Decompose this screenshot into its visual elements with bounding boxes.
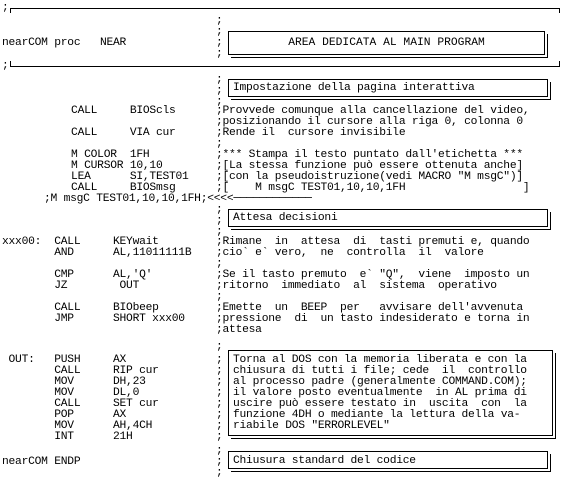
comment-line: ;[con la pseudoistruzione(vedi MACRO "M msgC")] (216, 171, 523, 183)
section-title-impostazione: Impostazione della pagina interattiva (233, 82, 475, 94)
semicolon-mark: ; (216, 96, 223, 108)
comment-line: ;attesa (216, 324, 262, 336)
code-line: CALL BIOScls (58, 105, 176, 117)
semicolon-mark: ; (216, 341, 223, 353)
semicolon-mark: ; (216, 456, 223, 468)
semicolon-mark: ; (216, 365, 223, 377)
comment-line: ;cio` e` vero, ne controlla il valore (216, 247, 484, 259)
code-line: M CURSOR 10,10 (58, 160, 163, 172)
semicolon-mark: ; (216, 398, 223, 410)
code-line: MOV DH,23 (2, 376, 146, 388)
semicolon-mark: ; (216, 467, 223, 479)
semicolon-mark: ; (216, 431, 223, 443)
code-line: LEA SI,TEST01 (58, 171, 189, 183)
comment-line: ;pressione di un tasto indesiderato e torna in (216, 313, 530, 325)
semicolon-mark: ; (216, 291, 223, 303)
semicolon-mark: ; (216, 15, 223, 27)
bottom-rule (10, 66, 560, 67)
comment-line: il valore posto eventualmente in AL prima di (233, 387, 527, 399)
comment-line: ;Rende il cursore invisibile (216, 127, 406, 139)
comment-line: ;Se il tasto premuto e` "Q", viene imposto un (216, 269, 530, 281)
comment-line: funzione 4DH o mediante la lettura della va- (233, 409, 521, 421)
section-title-attesa: Attesa decisioni (233, 212, 338, 224)
comment-line: ;ritorno immediato al sistema operativo (216, 280, 497, 292)
comment-line: ;Rimane in attesa di tasti premuti e, quando (216, 236, 530, 248)
semicolon-mark: ; (216, 74, 223, 86)
comment-line: chiusura di tutti i file; cede il controllo (233, 365, 527, 377)
macro-line: ;M msgC TEST01,10,10,1FH;<<<<──────────── (44, 193, 312, 205)
code-line: nearCOM ENDP (2, 456, 81, 468)
code-line: MOV DL,0 (2, 387, 140, 399)
comment-line: uscire può essere testato in uscita con la (233, 398, 527, 410)
code-line: CALL BIOSmsg (58, 182, 176, 194)
code-line: xxx00: CALL KEYwait (2, 236, 159, 248)
code-line: JMP SHORT xxx00 (2, 313, 185, 325)
code-line: CALL BIObeep (2, 302, 159, 314)
semicolon-mark: ; (216, 354, 223, 366)
code-line: OUT: PUSH AX (2, 354, 127, 366)
semicolon-mark: ; (216, 37, 223, 49)
semicolon-mark: ; (216, 376, 223, 388)
semicolon-mark: ; (216, 420, 223, 432)
comment-line: ;Provvede comunque alla cancellazione del video, (216, 105, 530, 117)
comment-line: ;[ M msgC TEST01,10,10,1FH ] (216, 182, 530, 194)
semicolon-mark: ; (216, 258, 223, 270)
semicolon-mark: ; (216, 85, 223, 97)
top-rule-tick (559, 8, 560, 13)
semicolon-mark: ; (216, 215, 223, 227)
semicolon-mark: ; (216, 445, 223, 457)
code-line: INT 21H (2, 431, 133, 443)
semicolon-mark: ; (216, 409, 223, 421)
code-line: CMP AL,'Q' (2, 269, 153, 281)
semicolon-mark: ; (216, 138, 223, 150)
semicolon-mark: ; (216, 387, 223, 399)
code-line: CALL RIP cur (2, 365, 159, 377)
semicolon-mark: ; (216, 226, 223, 238)
semicolon-mark: ; (216, 26, 223, 38)
semicolon-mark: ; (2, 2, 9, 14)
code-line: POP AX (2, 409, 127, 421)
comment-line: al processo padre (generalmente COMMAND.COM); (233, 376, 527, 388)
comment-line: ;Emette un BEEP per avvisare dell'avvenuta (216, 302, 523, 314)
code-line: AND AL,11011111B (2, 247, 192, 259)
semicolon-mark: ; (216, 48, 223, 60)
comment-line: riabile DOS "ERRORLEVEL" (233, 420, 390, 432)
top-rule-tick (10, 8, 11, 13)
code-line: CALL SET cur (2, 398, 159, 410)
code-line: CALL VIA cur (58, 127, 176, 139)
code-line: JZ OUT (2, 280, 140, 292)
section-title-chiusura: Chiusura standard del codice (233, 455, 416, 467)
comment-line: ;*** Stampa il testo puntato dall'etichetta *** (216, 149, 523, 161)
proc-header-label: nearCOM proc NEAR (2, 37, 127, 49)
code-line: MOV AH,4CH (2, 420, 153, 432)
bottom-rule-tick (10, 61, 11, 66)
semicolon-mark: ; (216, 204, 223, 216)
code-line: M COLOR 1FH (58, 149, 150, 161)
top-rule (10, 8, 560, 9)
comment-line: ;posizionando il cursore alla riga 0, colonna 0 (216, 116, 523, 128)
bottom-rule-tick (559, 61, 560, 66)
banner-title: AREA DEDICATA AL MAIN PROGRAM (288, 37, 485, 49)
semicolon-mark: ; (2, 60, 9, 72)
comment-line: ;[La stessa funzione può essere ottenuta anche] (216, 160, 523, 172)
comment-line: Torna al DOS con la memoria liberata e con la (233, 354, 527, 366)
